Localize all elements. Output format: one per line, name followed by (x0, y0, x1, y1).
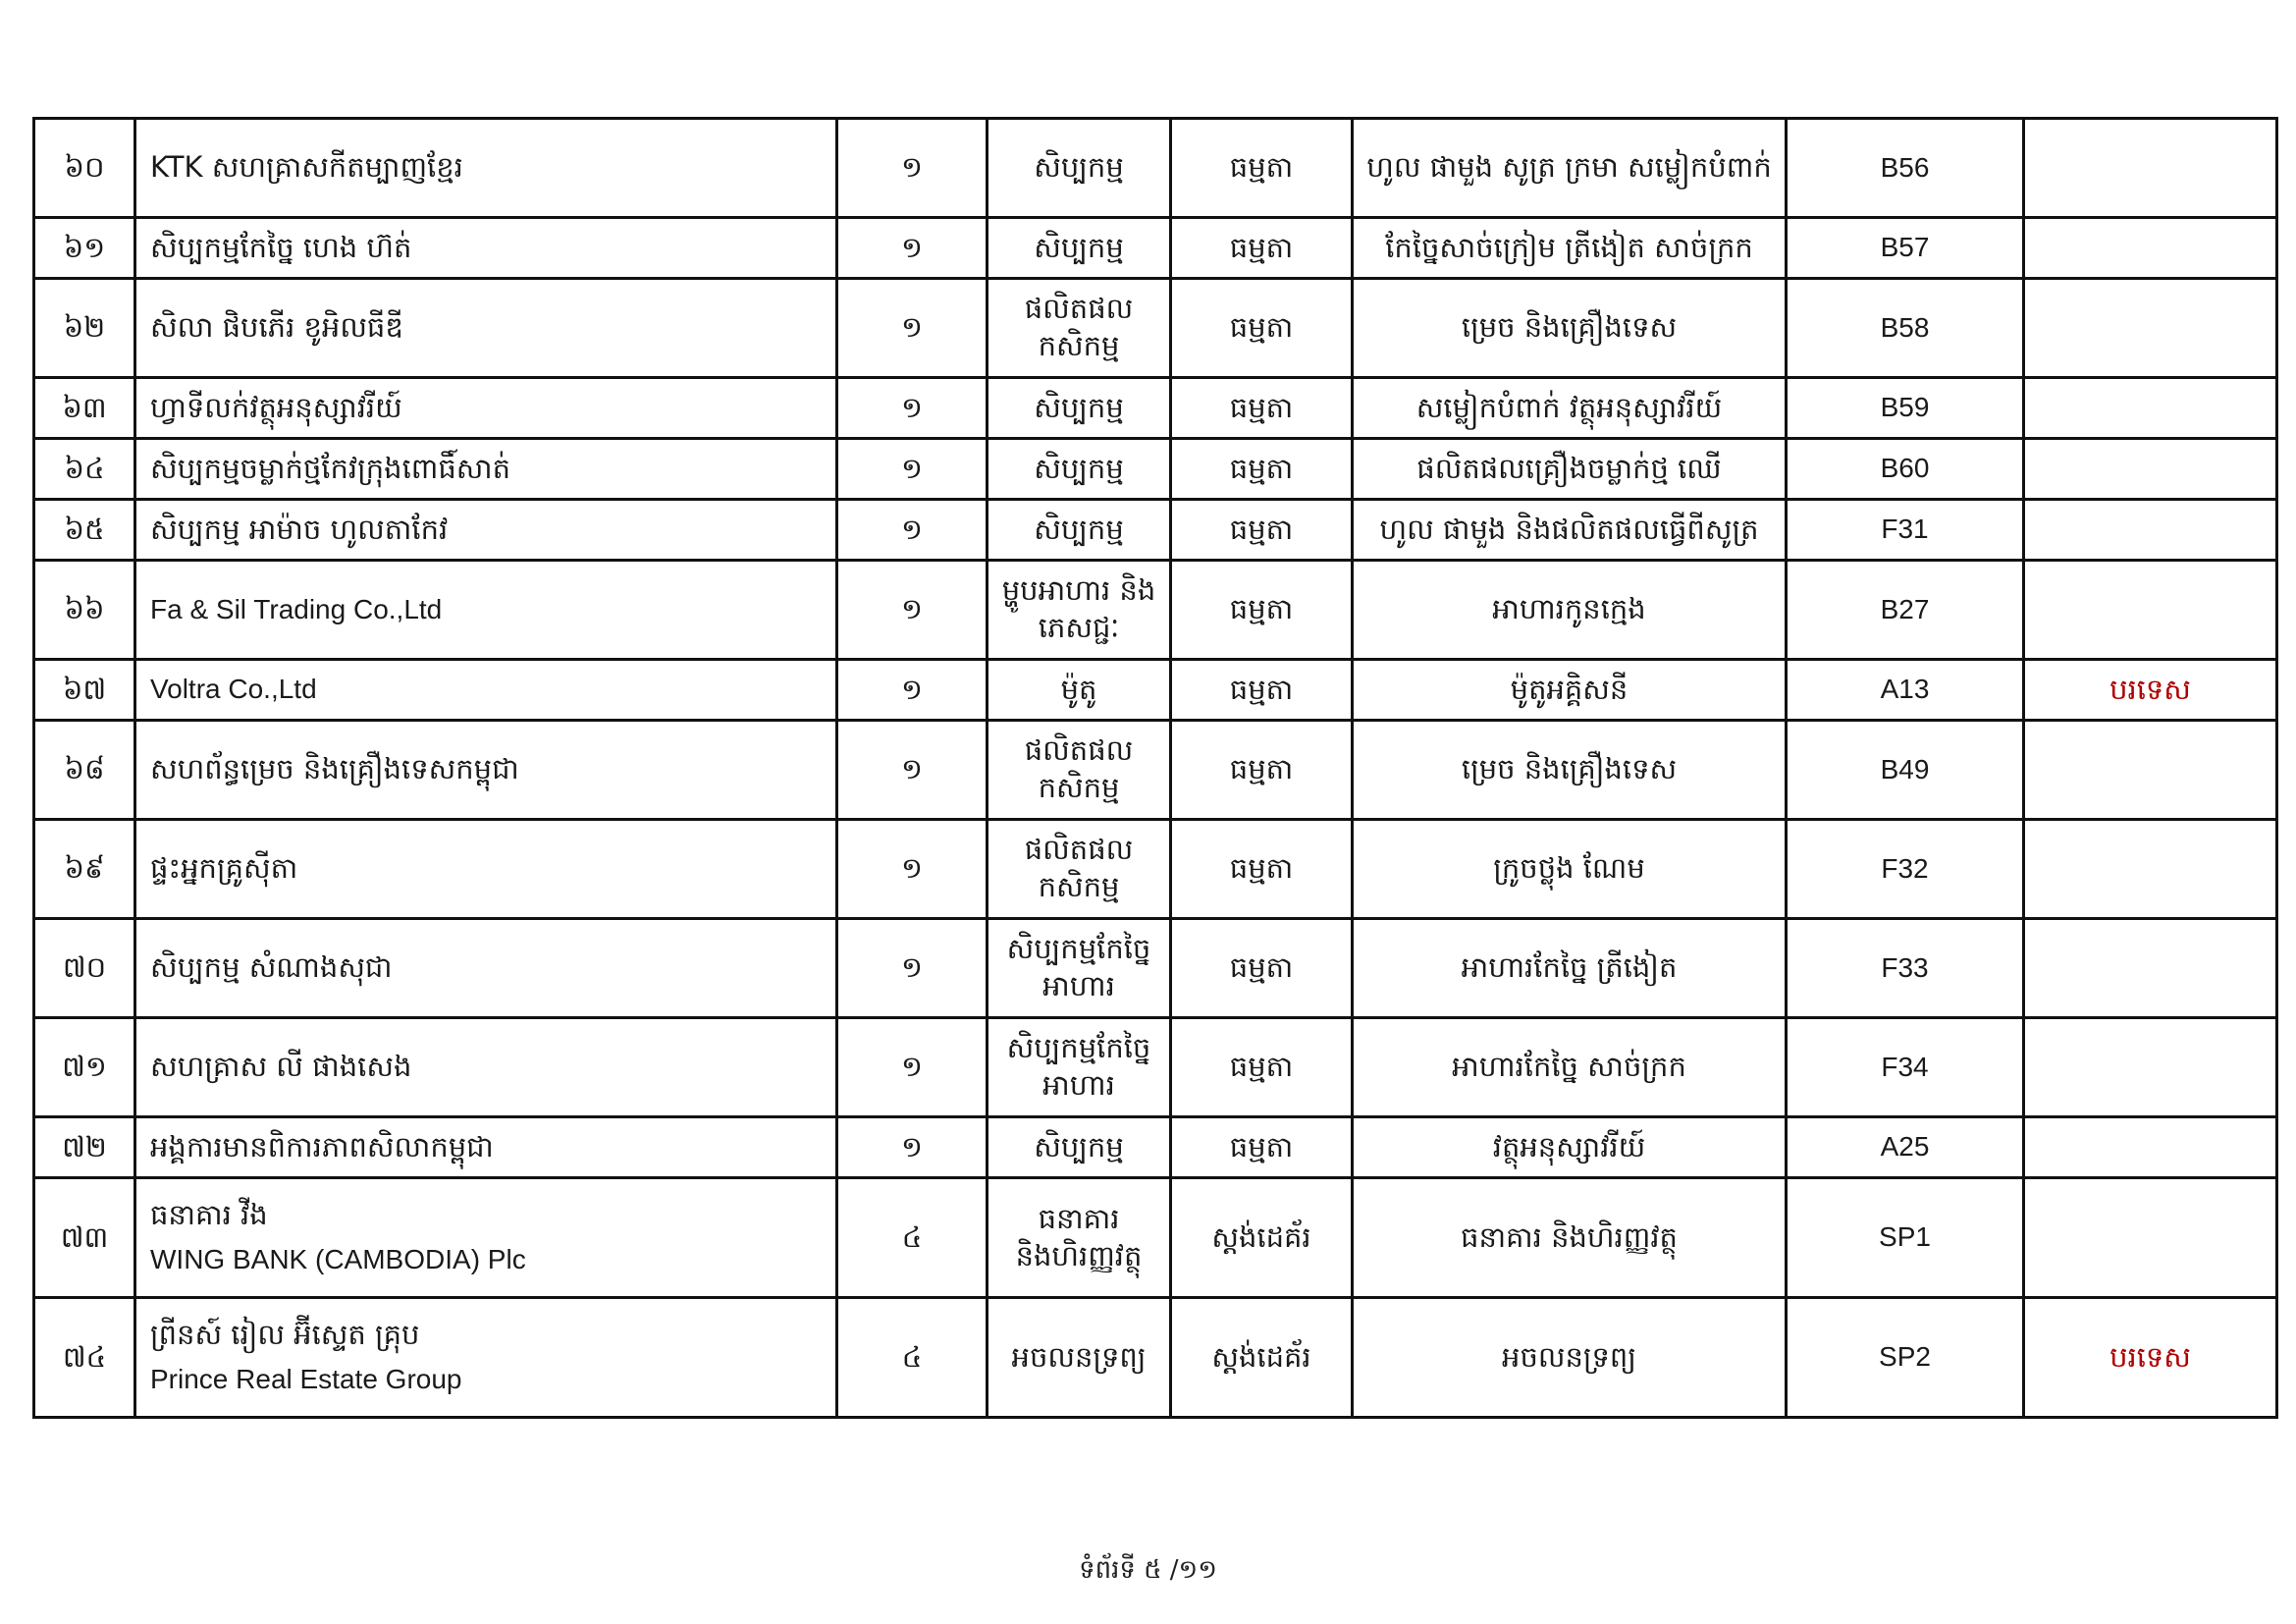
exhibitor-name-km: សិប្បកម្មកែច្នៃ ហេង ហ៊ត់ (150, 230, 412, 264)
sector-cell: សិប្បកម្ម (988, 439, 1171, 500)
row-number-cell: ៧៣ (34, 1178, 135, 1298)
sector-cell: ផលិតផលកសិកម្ម (988, 820, 1171, 919)
exhibitor-name-km: អង្គការមានពិការភាពសិលាកម្ពុជា (150, 1129, 494, 1164)
table-row (34, 1018, 2277, 1117)
booth-code-cell: A25 (1787, 1117, 2024, 1178)
row-number-cell: ៧៤ (34, 1298, 135, 1418)
page-number: ទំព័រទី ៥ /១១ (1079, 1555, 1217, 1585)
sector-cell: សិប្បកម្ម (988, 119, 1171, 218)
exhibitor-name-cell (135, 721, 837, 820)
sector-cell: សិប្បកម្ម (988, 500, 1171, 561)
row-number-cell: ៦៦ (34, 561, 135, 660)
products-cell: អាហារកែច្នៃ សាច់ក្រក (1353, 1018, 1787, 1117)
booth-count-cell: ១ (837, 561, 988, 660)
products-cell: អាហារកែច្នៃ ត្រីងៀត (1353, 919, 1787, 1018)
exhibitor-name-km: ហ្វាទីលក់វត្ថុអនុស្សាវរីយ៍ (150, 390, 402, 424)
booth-type-cell: ធម្មតា (1171, 820, 1353, 919)
exhibitor-name-cell (135, 279, 837, 378)
exhibitor-name-cell (135, 1018, 837, 1117)
row-number-cell: ៦១ (34, 218, 135, 279)
remark-cell: បរទេស (2024, 1298, 2277, 1418)
remark-cell (2024, 1178, 2277, 1298)
remark-cell (2024, 378, 2277, 439)
remark-cell (2024, 1117, 2277, 1178)
products-cell: ហូល ផាមួង សូត្រ ក្រមា សម្លៀកបំពាក់ (1353, 119, 1787, 218)
exhibitor-name-km: សហគ្រាស លី ផាងសេង (150, 1050, 412, 1084)
row-number-cell: ៧០ (34, 919, 135, 1018)
exhibitor-name-cell (135, 919, 837, 1018)
exhibitor-name-cell (135, 820, 837, 919)
row-number-cell: ៦២ (34, 279, 135, 378)
table-row (34, 500, 2277, 561)
exhibitor-name-cell (135, 561, 837, 660)
booth-type-cell: ធម្មតា (1171, 279, 1353, 378)
booth-count-cell: ១ (837, 721, 988, 820)
sector-cell: ផលិតផលកសិកម្ម (988, 279, 1171, 378)
row-number-cell: ៧២ (34, 1117, 135, 1178)
booth-count-cell: ៤ (837, 1298, 988, 1418)
booth-code-cell: F31 (1787, 500, 2024, 561)
remark-cell (2024, 561, 2277, 660)
products-cell: ផលិតផលគ្រឿងចម្លាក់ថ្ម ឈើ (1353, 439, 1787, 500)
sector-cell: ធនាគារ និងហិរញ្ញវត្ថុ (988, 1178, 1171, 1298)
table-row (34, 378, 2277, 439)
exhibitor-name-km: សិប្បកម្មចម្លាក់ថ្មកែវក្រុងពោធិ៍សាត់ (150, 451, 511, 485)
row-number-cell: ៦៣ (34, 378, 135, 439)
booth-type-cell: ស្តង់ដេគ័រ (1171, 1178, 1353, 1298)
products-cell: សម្លៀកបំពាក់ វត្ថុអនុស្សាវរីយ៍ (1353, 378, 1787, 439)
booth-count-cell: ៤ (837, 1178, 988, 1298)
booth-count-cell: ១ (837, 439, 988, 500)
booth-count-cell: ១ (837, 279, 988, 378)
table-row (34, 919, 2277, 1018)
booth-count-cell: ១ (837, 218, 988, 279)
row-number-cell: ៦៧ (34, 660, 135, 721)
row-number-cell: ៦៤ (34, 439, 135, 500)
booth-code-cell: B58 (1787, 279, 2024, 378)
table-row (34, 1117, 2277, 1178)
row-number-cell: ៧១ (34, 1018, 135, 1117)
booth-type-cell: ធម្មតា (1171, 378, 1353, 439)
booth-code-cell: B27 (1787, 561, 2024, 660)
exhibitor-name-km: សិប្បកម្ម សំណាងសុជា (150, 950, 393, 985)
products-cell: អាហារកូនក្មេង (1353, 561, 1787, 660)
booth-code-cell: SP1 (1787, 1178, 2024, 1298)
booth-count-cell: ១ (837, 500, 988, 561)
remark-cell (2024, 500, 2277, 561)
booth-type-cell: ធម្មតា (1171, 439, 1353, 500)
sector-cell: សិប្បកម្ម (988, 218, 1171, 279)
sector-cell: សិប្បកម្ម (988, 378, 1171, 439)
remark-cell (2024, 919, 2277, 1018)
booth-type-cell: ស្តង់ដេគ័រ (1171, 1298, 1353, 1418)
booth-type-cell: ធម្មតា (1171, 721, 1353, 820)
products-cell: កែច្នៃសាច់ក្រៀម ត្រីងៀត សាច់ក្រក (1353, 218, 1787, 279)
remark-cell (2024, 439, 2277, 500)
booth-count-cell: ១ (837, 119, 988, 218)
exhibitor-name-km: KTK សហគ្រាសកីតម្បាញខ្មែរ (150, 150, 463, 185)
booth-type-cell: ធម្មតា (1171, 218, 1353, 279)
exhibitor-name-cell (135, 439, 837, 500)
products-cell: ម្រេច និងគ្រឿងទេស (1353, 279, 1787, 378)
booth-code-cell: B57 (1787, 218, 2024, 279)
booth-code-cell: SP2 (1787, 1298, 2024, 1418)
table-row (34, 1298, 2277, 1418)
booth-type-cell: ធម្មតា (1171, 119, 1353, 218)
row-number-cell: ៦៥ (34, 500, 135, 561)
table-row (34, 119, 2277, 218)
row-number-cell: ៦៨ (34, 721, 135, 820)
table-row (34, 218, 2277, 279)
booth-code-cell: A13 (1787, 660, 2024, 721)
table-row (34, 721, 2277, 820)
booth-type-cell: ធម្មតា (1171, 1018, 1353, 1117)
exhibitor-name-cell (135, 378, 837, 439)
exhibitor-name-en: WING BANK (CAMBODIA) Plc (150, 1244, 526, 1275)
exhibitor-name-km: សិប្បកម្ម អាម៉ាច ហូលតាកែវ (150, 512, 449, 546)
booth-type-cell: ធម្មតា (1171, 500, 1353, 561)
booth-code-cell: B60 (1787, 439, 2024, 500)
exhibitor-name-cell (135, 1178, 837, 1298)
booth-type-cell: ធម្មតា (1171, 660, 1353, 721)
table-row (34, 561, 2277, 660)
exhibitor-name-cell (135, 218, 837, 279)
booth-code-cell: F34 (1787, 1018, 2024, 1117)
remark-cell (2024, 119, 2277, 218)
exhibitor-table (32, 117, 2278, 1419)
booth-count-cell: ១ (837, 1117, 988, 1178)
table-row (34, 820, 2277, 919)
sector-cell: ម្ហូបអាហារ និងភេសជ្ជៈ (988, 561, 1171, 660)
exhibitor-name-cell (135, 119, 837, 218)
exhibitor-name-km: ធនាគារ វីង (150, 1198, 268, 1232)
sector-cell: ផលិតផលកសិកម្ម (988, 721, 1171, 820)
exhibitor-name-cell (135, 1298, 837, 1418)
exhibitor-name-en: Voltra Co.,Ltd (150, 674, 317, 705)
remark-cell: បរទេស (2024, 660, 2277, 721)
table-row (34, 1178, 2277, 1298)
products-cell: វត្ថុអនុស្សាវរីយ៍ (1353, 1117, 1787, 1178)
sector-cell: សិប្បកម្មកែច្នៃអាហារ (988, 1018, 1171, 1117)
booth-count-cell: ១ (837, 660, 988, 721)
exhibitor-name-cell (135, 1117, 837, 1178)
exhibitor-name-km: ផ្ទះអ្នកគ្រូស៊ីតា (150, 851, 298, 886)
exhibitor-name-km: សិលា ផិបភើរ ខូអិលធីឌី (150, 310, 403, 345)
booth-code-cell: F33 (1787, 919, 2024, 1018)
row-number-cell: ៦០ (34, 119, 135, 218)
booth-code-cell: B59 (1787, 378, 2024, 439)
products-cell: ក្រូចថ្លុង ណែម (1353, 820, 1787, 919)
exhibitor-name-cell (135, 660, 837, 721)
table-body (34, 119, 2277, 1418)
booth-code-cell: B49 (1787, 721, 2024, 820)
products-cell: ហូល ផាមួង និងផលិតផលធ្វើពីសូត្រ (1353, 500, 1787, 561)
exhibitor-name-cell (135, 500, 837, 561)
booth-type-cell: ធម្មតា (1171, 919, 1353, 1018)
products-cell: ម្រេច និងគ្រឿងទេស (1353, 721, 1787, 820)
booth-type-cell: ធម្មតា (1171, 1117, 1353, 1178)
sector-cell: ម៉ូតូ (988, 660, 1171, 721)
remark-cell (2024, 1018, 2277, 1117)
exhibitor-name-km: ព្រីនស៍ រៀល អ៊ីស្ទេត គ្រុប (150, 1318, 420, 1352)
table-row (34, 279, 2277, 378)
products-cell: ម៉ូតូអគ្គិសនី (1353, 660, 1787, 721)
booth-count-cell: ១ (837, 820, 988, 919)
table-row (34, 660, 2277, 721)
booth-code-cell: B56 (1787, 119, 2024, 218)
booth-type-cell: ធម្មតា (1171, 561, 1353, 660)
row-number-cell: ៦៩ (34, 820, 135, 919)
products-cell: ធនាគារ និងហិរញ្ញវត្ថុ (1353, 1178, 1787, 1298)
sector-cell: សិប្បកម្ម (988, 1117, 1171, 1178)
remark-cell (2024, 279, 2277, 378)
booth-code-cell: F32 (1787, 820, 2024, 919)
exhibitor-name-km: សហព័ន្ធម្រេច និងគ្រឿងទេសកម្ពុជា (150, 752, 519, 786)
booth-count-cell: ១ (837, 378, 988, 439)
exhibitor-name-en: Prince Real Estate Group (150, 1364, 462, 1395)
booth-count-cell: ១ (837, 919, 988, 1018)
remark-cell (2024, 820, 2277, 919)
booth-count-cell: ១ (837, 1018, 988, 1117)
exhibitor-name-en: Fa & Sil Trading Co.,Ltd (150, 593, 443, 624)
remark-cell (2024, 218, 2277, 279)
remark-cell (2024, 721, 2277, 820)
products-cell: អចលនទ្រព្យ (1353, 1298, 1787, 1418)
sector-cell: អចលនទ្រព្យ (988, 1298, 1171, 1418)
table-row (34, 439, 2277, 500)
sector-cell: សិប្បកម្មកែច្នៃអាហារ (988, 919, 1171, 1018)
